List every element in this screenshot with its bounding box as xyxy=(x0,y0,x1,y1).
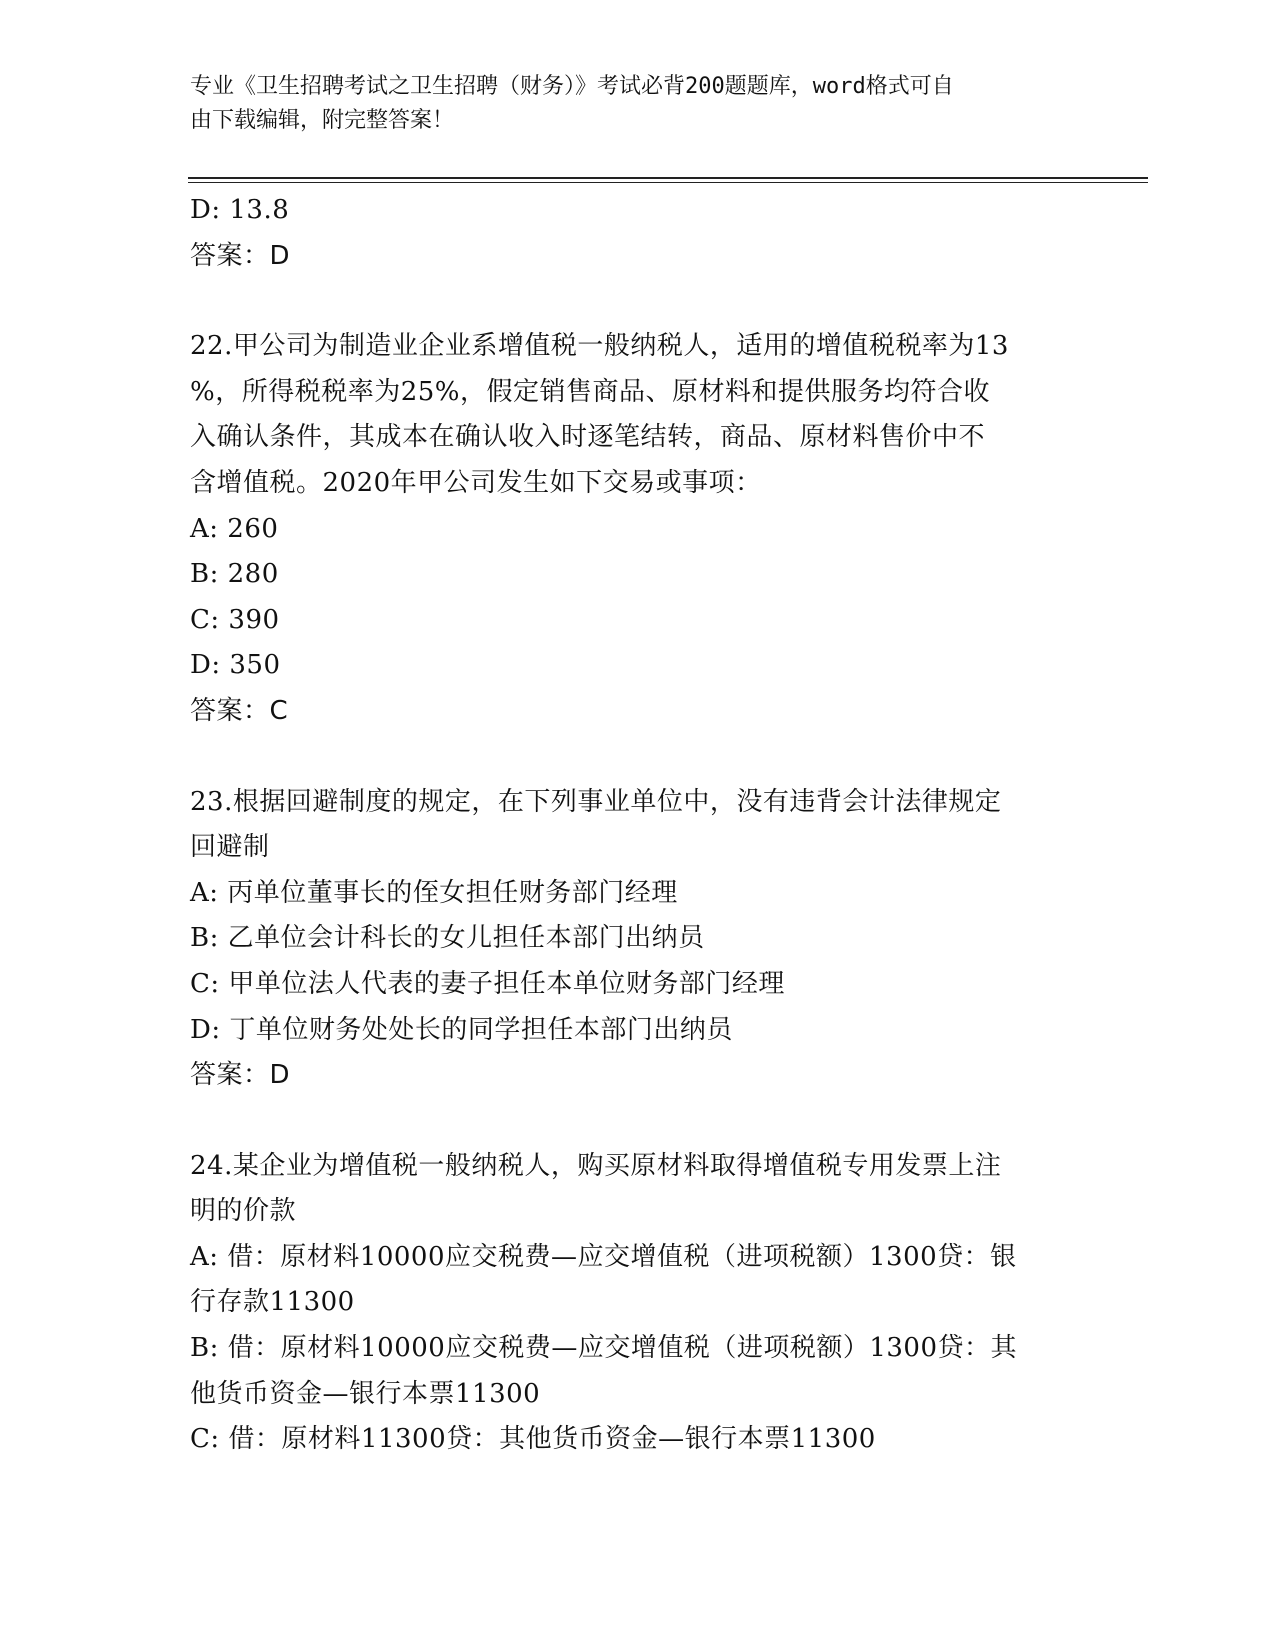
spacer xyxy=(190,1099,1090,1144)
question-stem-line: 明的价款 xyxy=(190,1196,297,1227)
question-stem-line: 含增值税。2020年甲公司发生如下交易或事项： xyxy=(190,467,762,498)
question-stem-line: 回避制 xyxy=(190,832,270,863)
answer-line: 答案：D xyxy=(190,1060,291,1091)
document-header xyxy=(190,70,1070,138)
spacer xyxy=(190,735,1090,780)
option-d: D: 丁单位财务处处长的同学担任本部门出纳员 xyxy=(190,1014,733,1045)
header-line-2: 由下载编辑，附完整答案！ xyxy=(190,108,455,133)
question-stem-line: 入确认条件，其成本在确认收入时逐笔结转，商品、原材料售价中不 xyxy=(190,422,986,453)
question-23 xyxy=(190,780,1090,1099)
question-stem-line: 22.甲公司为制造业企业系增值税一般纳税人，适用的增值税税率为13 xyxy=(190,331,1009,362)
question-22 xyxy=(190,324,1090,734)
option-c: C: 甲单位法人代表的妻子担任本单位财务部门经理 xyxy=(190,968,785,999)
header-line-1: 专业《卫生招聘考试之卫生招聘（财务）》考试必背200题题库，word格式可自 xyxy=(190,74,954,99)
header-divider xyxy=(188,177,1148,179)
option-d: D: 13.8 xyxy=(190,195,290,225)
option-a: A: 260 xyxy=(190,513,279,544)
question-stem-line: 24.某企业为增值税一般纳税人，购买原材料取得增值税专用发票上注 xyxy=(190,1150,1002,1181)
spacer xyxy=(190,279,1090,324)
option-a: A: 借：原材料10000应交税费—应交增值税（进项税额）1300贷：银 xyxy=(190,1241,1017,1272)
option-a: A: 丙单位董事长的侄女担任财务部门经理 xyxy=(190,877,678,908)
option-b: B: 280 xyxy=(190,559,279,590)
option-d: D: 350 xyxy=(190,650,281,681)
question-stem-line: 23.根据回避制度的规定，在下列事业单位中，没有违背会计法律规定 xyxy=(190,786,1002,817)
answer-line: 答案：D xyxy=(190,240,291,271)
answer-line: 答案：C xyxy=(190,695,289,726)
question-24 xyxy=(190,1144,1090,1463)
option-c: C: 390 xyxy=(190,604,280,635)
question-stem-line: %，所得税税率为25%，假定销售商品、原材料和提供服务均符合收 xyxy=(190,376,990,407)
option-a-continued: 行存款11300 xyxy=(190,1287,355,1318)
header-divider-thin xyxy=(188,182,1148,183)
option-b-continued: 他货币资金—银行本票11300 xyxy=(190,1378,541,1409)
option-b: B: 乙单位会计科长的女儿担任本部门出纳员 xyxy=(190,923,705,954)
option-b: B: 借：原材料10000应交税费—应交增值税（进项税额）1300贷：其 xyxy=(190,1333,1018,1364)
option-c: C: 借：原材料11300贷：其他货币资金—银行本票11300 xyxy=(190,1424,876,1455)
question-list xyxy=(190,188,1090,1463)
